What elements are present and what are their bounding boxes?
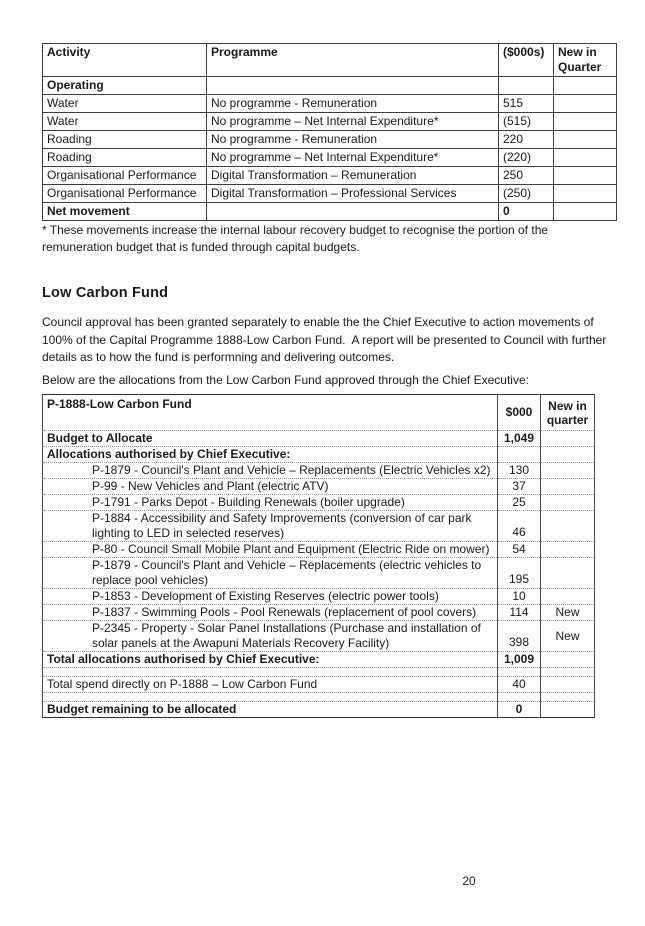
cell-programme xyxy=(207,203,499,221)
table-row xyxy=(43,589,595,605)
cell-allocation-label xyxy=(43,693,498,702)
table-row xyxy=(43,167,617,185)
section-heading: Low Carbon Fund xyxy=(42,285,169,301)
table-row xyxy=(43,149,617,167)
cell-amount xyxy=(498,447,541,463)
cell-amount: (220) xyxy=(499,149,554,167)
cell-allocation-label: P-1884 - Accessibility and Safety Improvements (conversion of car park lighting to LED in selected reserves) xyxy=(43,511,498,542)
cell-amount: 1,049 xyxy=(498,431,541,447)
column-header-amount: ($000s) xyxy=(499,44,554,77)
table-row xyxy=(43,77,617,95)
column-header-amount: $000 xyxy=(498,395,541,431)
cell-programme: No programme – Net Internal Expenditure* xyxy=(207,113,499,131)
table-row xyxy=(43,677,595,693)
cell-amount: 25 xyxy=(498,495,541,511)
cell-amount: 195 xyxy=(498,558,541,589)
cell-activity: Water xyxy=(43,113,207,131)
cell-new-in-quarter: New xyxy=(541,605,595,621)
cell-allocation-label: Budget to Allocate xyxy=(43,431,498,447)
cell-amount xyxy=(499,77,554,95)
table-row xyxy=(43,605,595,621)
low-carbon-fund-table xyxy=(42,394,595,718)
column-header-programme: Programme xyxy=(207,44,499,77)
cell-new-in-quarter xyxy=(541,652,595,668)
table-header-row xyxy=(43,44,617,77)
paragraph-council-approval: Council approval has been granted separately to enable the the Chief Executive to action movements of 100% of the Capital Programme 1888-Low Carbon Fund. A report will be presented to Council with further details as to how the fund is performning and delivering outcomes. xyxy=(42,315,610,364)
operating-movements-table xyxy=(42,43,617,221)
table-row xyxy=(43,185,617,203)
cell-new-in-quarter xyxy=(541,495,595,511)
table-row xyxy=(43,702,595,718)
table-row xyxy=(43,558,595,589)
cell-allocation-label: Budget remaining to be allocated xyxy=(43,702,498,718)
cell-amount: 40 xyxy=(498,677,541,693)
table-row xyxy=(43,131,617,149)
cell-amount xyxy=(498,693,541,702)
table-row xyxy=(43,203,617,221)
cell-amount: 250 xyxy=(499,167,554,185)
cell-new-in-quarter: New xyxy=(541,621,595,652)
cell-new-in-quarter xyxy=(554,149,617,167)
page-number: 20 xyxy=(462,874,476,888)
cell-allocation-label xyxy=(43,668,498,677)
paragraph-below-allocations: Below are the allocations from the Low Carbon Fund approved through the Chief Executive: xyxy=(42,373,529,387)
table-row xyxy=(43,447,595,463)
cell-amount: 0 xyxy=(498,702,541,718)
cell-amount xyxy=(498,668,541,677)
cell-activity: Roading xyxy=(43,149,207,167)
cell-new-in-quarter xyxy=(554,95,617,113)
cell-amount: 37 xyxy=(498,479,541,495)
cell-new-in-quarter xyxy=(554,131,617,149)
table-footnote: * These movements increase the internal labour recovery budget to recognise the portion of the remuneration budget that is funded through capital budgets. xyxy=(42,223,549,254)
cell-activity: Operating xyxy=(43,77,207,95)
cell-programme: No programme – Net Internal Expenditure* xyxy=(207,149,499,167)
table-header-row xyxy=(43,395,595,431)
cell-allocation-label: P-80 - Council Small Mobile Plant and Equipment (Electric Ride on mower) xyxy=(43,542,498,558)
column-header-new-in-quarter: New in Quarter xyxy=(554,44,617,77)
table-row xyxy=(43,479,595,495)
cell-new-in-quarter xyxy=(541,463,595,479)
cell-allocation-label: P-2345 - Property - Solar Panel Installations (Purchase and installation of solar panels at the Awapuni Materials Recovery Facility) xyxy=(43,621,498,652)
cell-amount: 10 xyxy=(498,589,541,605)
column-header-fund-title: P-1888-Low Carbon Fund xyxy=(43,395,498,431)
cell-programme: Digital Transformation – Professional Services xyxy=(207,185,499,203)
cell-new-in-quarter xyxy=(554,185,617,203)
cell-amount: 0 xyxy=(499,203,554,221)
cell-amount: 398 xyxy=(498,621,541,652)
cell-amount: (250) xyxy=(499,185,554,203)
cell-amount: 515 xyxy=(499,95,554,113)
table-row xyxy=(43,495,595,511)
table-row xyxy=(43,431,595,447)
cell-allocation-label: P-1879 - Council's Plant and Vehicle – Replacements (electric vehicles to replace pool vehicles) xyxy=(43,558,498,589)
cell-programme: No programme - Remuneration xyxy=(207,131,499,149)
cell-new-in-quarter xyxy=(541,511,595,542)
cell-new-in-quarter xyxy=(541,589,595,605)
spacer-row xyxy=(43,668,595,677)
cell-allocation-label: P-1853 - Development of Existing Reserves (electric power tools) xyxy=(43,589,498,605)
cell-new-in-quarter xyxy=(554,167,617,185)
cell-new-in-quarter xyxy=(541,558,595,589)
column-header-new-in-quarter: New in quarter xyxy=(541,395,595,431)
cell-programme: Digital Transformation – Remuneration xyxy=(207,167,499,185)
cell-new-in-quarter xyxy=(541,479,595,495)
table-row xyxy=(43,542,595,558)
cell-new-in-quarter xyxy=(541,431,595,447)
cell-new-in-quarter xyxy=(541,702,595,718)
spacer-row xyxy=(43,693,595,702)
cell-new-in-quarter xyxy=(554,77,617,95)
cell-new-in-quarter xyxy=(554,113,617,131)
cell-activity: Water xyxy=(43,95,207,113)
table-row xyxy=(43,113,617,131)
cell-new-in-quarter xyxy=(554,203,617,221)
cell-programme xyxy=(207,77,499,95)
cell-allocation-label: Total spend directly on P-1888 – Low Carbon Fund xyxy=(43,677,498,693)
cell-new-in-quarter xyxy=(541,447,595,463)
cell-allocation-label: Total allocations authorised by Chief Executive: xyxy=(43,652,498,668)
cell-allocation-label: P-99 - New Vehicles and Plant (electric ATV) xyxy=(43,479,498,495)
cell-amount: 220 xyxy=(499,131,554,149)
operating-movements-rows xyxy=(43,77,617,221)
cell-new-in-quarter xyxy=(541,693,595,702)
cell-amount: 46 xyxy=(498,511,541,542)
cell-activity: Organisational Performance xyxy=(43,185,207,203)
cell-amount: 114 xyxy=(498,605,541,621)
cell-new-in-quarter xyxy=(541,668,595,677)
cell-amount: 130 xyxy=(498,463,541,479)
cell-allocation-label: P-1837 - Swimming Pools - Pool Renewals (replacement of pool covers) xyxy=(43,605,498,621)
cell-allocation-label: P-1879 - Council's Plant and Vehicle – Replacements (Electric Vehicles x2) xyxy=(43,463,498,479)
cell-amount: (515) xyxy=(499,113,554,131)
cell-activity: Net movement xyxy=(43,203,207,221)
cell-amount: 54 xyxy=(498,542,541,558)
table-row xyxy=(43,511,595,542)
cell-new-in-quarter xyxy=(541,677,595,693)
table-row xyxy=(43,652,595,668)
cell-amount: 1,009 xyxy=(498,652,541,668)
cell-allocation-label: P-1791 - Parks Depot - Building Renewals (boiler upgrade) xyxy=(43,495,498,511)
table-row xyxy=(43,621,595,652)
cell-allocation-label: Allocations authorised by Chief Executive: xyxy=(43,447,498,463)
cell-activity: Organisational Performance xyxy=(43,167,207,185)
column-header-activity: Activity xyxy=(43,44,207,77)
cell-new-in-quarter xyxy=(541,542,595,558)
cell-activity: Roading xyxy=(43,131,207,149)
low-carbon-fund-rows xyxy=(43,431,595,718)
table-row xyxy=(43,463,595,479)
cell-programme: No programme - Remuneration xyxy=(207,95,499,113)
table-row xyxy=(43,95,617,113)
